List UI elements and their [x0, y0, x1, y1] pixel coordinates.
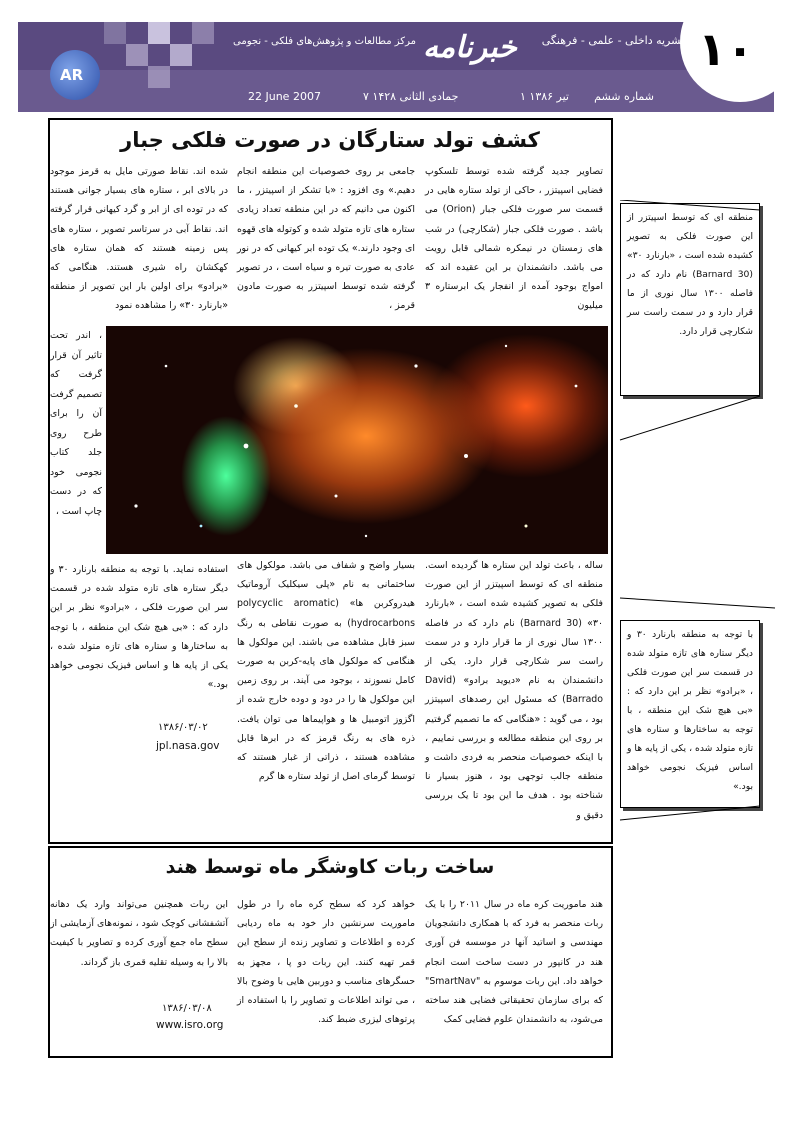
page-number: ۱۰ — [697, 22, 755, 76]
article1-column-middle: جامعی بر روی خصوصیات این منطقه انجام دهیم.» وی افزود : «با تشکر از اسپیتزر ، ما اکنون می دانیم که در این منطقه تعداد زیادی ستاره های تازه متولد شده و کوتوله های قهوه ای وجود دارند.» یک توده ابر کیهانی که در نور عادی به صورت تیره و سیاه است ، در تصویر گرفته شده توسط اسپیتزر به صورت مادون قرمز ، — [237, 166, 415, 312]
organization-emblem-text: AR — [60, 66, 84, 84]
article1-column-left-lower: استفاده نماید. با توجه به منطقه بارنارد ۳۰ و دیگر ستاره های تازه متولد شده در قسمت سر این صورت فلکی ، «برادو» نظر بر این دارد که : «بی هیچ شک این منطقه ، با توجه به ساختارها و ستاره های تازه متولد شده ، یکی از پایه ها و اساس فیزیک نجومی خواهد بود.» — [50, 564, 229, 691]
newsletter-type: نشریه داخلی - علمی - فرهنگی — [541, 34, 684, 47]
center-name: مرکز مطالعات و پژوهش‌های فلکی - نجومی — [233, 36, 416, 47]
date-gregorian: 22 June 2007 — [248, 90, 321, 103]
article2-column-left: این ربات همچنین می‌تواند وارد یک دهانه آتشفشانی کوچک شود ، نمونه‌های آزمایشی از سطح ماه جمع آوری کرده و تصاویر با کیفیت بالا را به وسیله تقلیه قمری باز گرداند. — [50, 899, 228, 968]
article2-column-right: هند ماموریت کره ماه در سال ۲۰۱۱ را با یک ربات منحصر به فرد که با همکاری دانشجویان مهندسی و اساتید آنها در موسسه فن آوری هند در کانپور در دست ساخت است انجام خواهد داد. این ربات موسوم به "SmartNav" که برای سازمان تحقیقاتی فضایی هند ساخته می‌شود، به دانشمندان علوم فضایی کمک — [425, 899, 603, 1026]
article1-title: کشف تولد ستارگان در صورت فلکی جبار — [120, 128, 540, 152]
masthead — [18, 22, 774, 112]
article1-source-link[interactable]: jpl.nasa.gov — [156, 740, 220, 752]
decor-square — [126, 44, 148, 66]
decor-square — [148, 66, 170, 88]
article2-title: ساخت ربات کاوشگر ماه توسط هند — [165, 856, 495, 878]
image-side-text: ، اندر تحت تاثیر آن قرار گرفت که تصمیم گرفت آن را برای طرح روی جلد کتاب نجومی خود که در دست چاپ است ، — [50, 330, 102, 517]
article1-column-left: شده اند. نقاط صورتی مایل به قرمز موجود در بالای ابر ، ستاره های بسیار جوانی هستند که در توده ای از ابر و گرد کیهانی قرار گرفته اند. نقاط آبی در سرتاسر تصویر ، ستاره های پس زمینه هستند که همان ستاره های کهکشان راه شیری هستند. هنگامی که «برادو» برای اولین بار این تصویر از منطقه «بارنارد ۳۰» را مشاهده نمود — [50, 166, 228, 312]
decor-square — [148, 22, 170, 44]
article2-credit-date: ۱۳۸۶/۰۳/۰۸ — [162, 1003, 212, 1014]
date-hijri: ۷ جمادی الثانی ۱۴۲۸ — [363, 90, 459, 103]
pull-quote-box-1: منطقه ای که توسط اسپیتزر از این صورت فلکی به تصویر کشیده شده است ، «بارنارد ۳۰» (Barnard 30) نام دارد که در فاصله ۱۳۰۰ سال نوری از ما قرار دارد و در سمت راست سر شکارچی قرار دارد. — [620, 203, 760, 396]
date-shamsi: ۱ تیر ۱۳۸۶ — [520, 90, 569, 103]
decor-square — [170, 44, 192, 66]
nebula-image — [106, 326, 608, 554]
article1-column-right: تصاویر جدید گرفته شده توسط تلسکوپ فضایی اسپیتزر ، حاکی از تولد ستاره هایی در قسمت سر صورت فلکی جبار (Orion) می باشد . صورت فلکی جبار (شکارچی) در شب های زمستان در نیمکره شمالی قابل رویت می باشد. دانشمندان بر این عقیده اند که امواج بوجود آمده از انفجار یک ابرستاره ۳ میلیون — [425, 166, 603, 312]
callout-lines — [600, 200, 780, 840]
decor-square — [192, 22, 214, 44]
decor-square — [104, 22, 126, 44]
pull-quote-box-2: با توجه به منطقه بارنارد ۳۰ و دیگر ستاره های تازه متولد شده در قسمت سر این صورت فلکی ، «برادو» نظر بر این دارد که : «بی هیچ شک این منطقه ، با توجه به ساختارها و ستاره های تازه متولد شده ، یکی از پایه ها و اساس فیزیک نجومی خواهد بود.» — [620, 620, 760, 808]
article2-source-link[interactable]: www.isro.org — [156, 1019, 224, 1031]
article1-column-right-lower: ساله ، باعث تولد این ستاره ها گردیده است. منطقه ای که توسط اسپیتزر از این صورت فلکی به تصویر کشیده شده است ، «بارنارد ۳۰» (Barnard 30) نام دارد که در فاصله ۱۳۰۰ سال نوری از ما قرار دارد و در سمت راست سر شکارچی قرار دارد. یکی از دانشمندان به نام «دیوید برادو» (David Barrado) که مسئول این رصدهای اسپیتزر بود ، می گوید : «هنگامی که ما تصمیم گرفتیم بر روی این منطقه مطالعه و بررسی نماییم ، با اینکه خصوصیات منحصر به فردی داشت و منطقه جالب توجهی بود ، هنوز بسیار نا شناخته بود . هدف ما این بود تا یک بررسی دقیق و — [425, 560, 603, 821]
article2-column-middle: خواهد کرد که سطح کره ماه را در طول ماموریت سرنشین دار خود به ماه ردیابی کرده و اطلاعات و تصاویر زنده از سطح این قمر تهیه کنند. این ربات دو پا ، مجهز به حسگرهای مناسب و دوربین هایی با وضوح بالا ، می تواند اطلاعات و تصاویر را با استفاده از پرتوهای لیزری ضبط کند. — [237, 899, 415, 1026]
issue-number: شماره ششم — [594, 90, 654, 103]
article1-credit-date: ۱۳۸۶/۰۳/۰۲ — [158, 722, 208, 733]
article1-column-middle-lower: بسیار واضح و شفاف می باشد. مولکول های ساختمانی به نام «پلی سیکلیک آروماتیک هیدروکربن ها» (polycyclic aromatic hydrocarbons) به صورت نقاطی به رنگ سبز قابل مشاهده می باشند. این مولکول ها هنگامی که مولکول های پایه-کربن به صورت کامل نسوزند ، بوجود می آیند. بر روی زمین این مولکول ها را در دود و دوده خارج شده از اگزوز اتومبیل ها و هواپیماها می توان یافت. ذره های به رنگ قرمز که در ابرها قابل مشاهده هستند ، ذراتی از غبار هستند که توسط گرمای اصل از تولد ستاره ها گرم — [237, 560, 415, 783]
newsletter-logo: خبرنامه — [423, 30, 517, 65]
star-field — [106, 326, 608, 554]
